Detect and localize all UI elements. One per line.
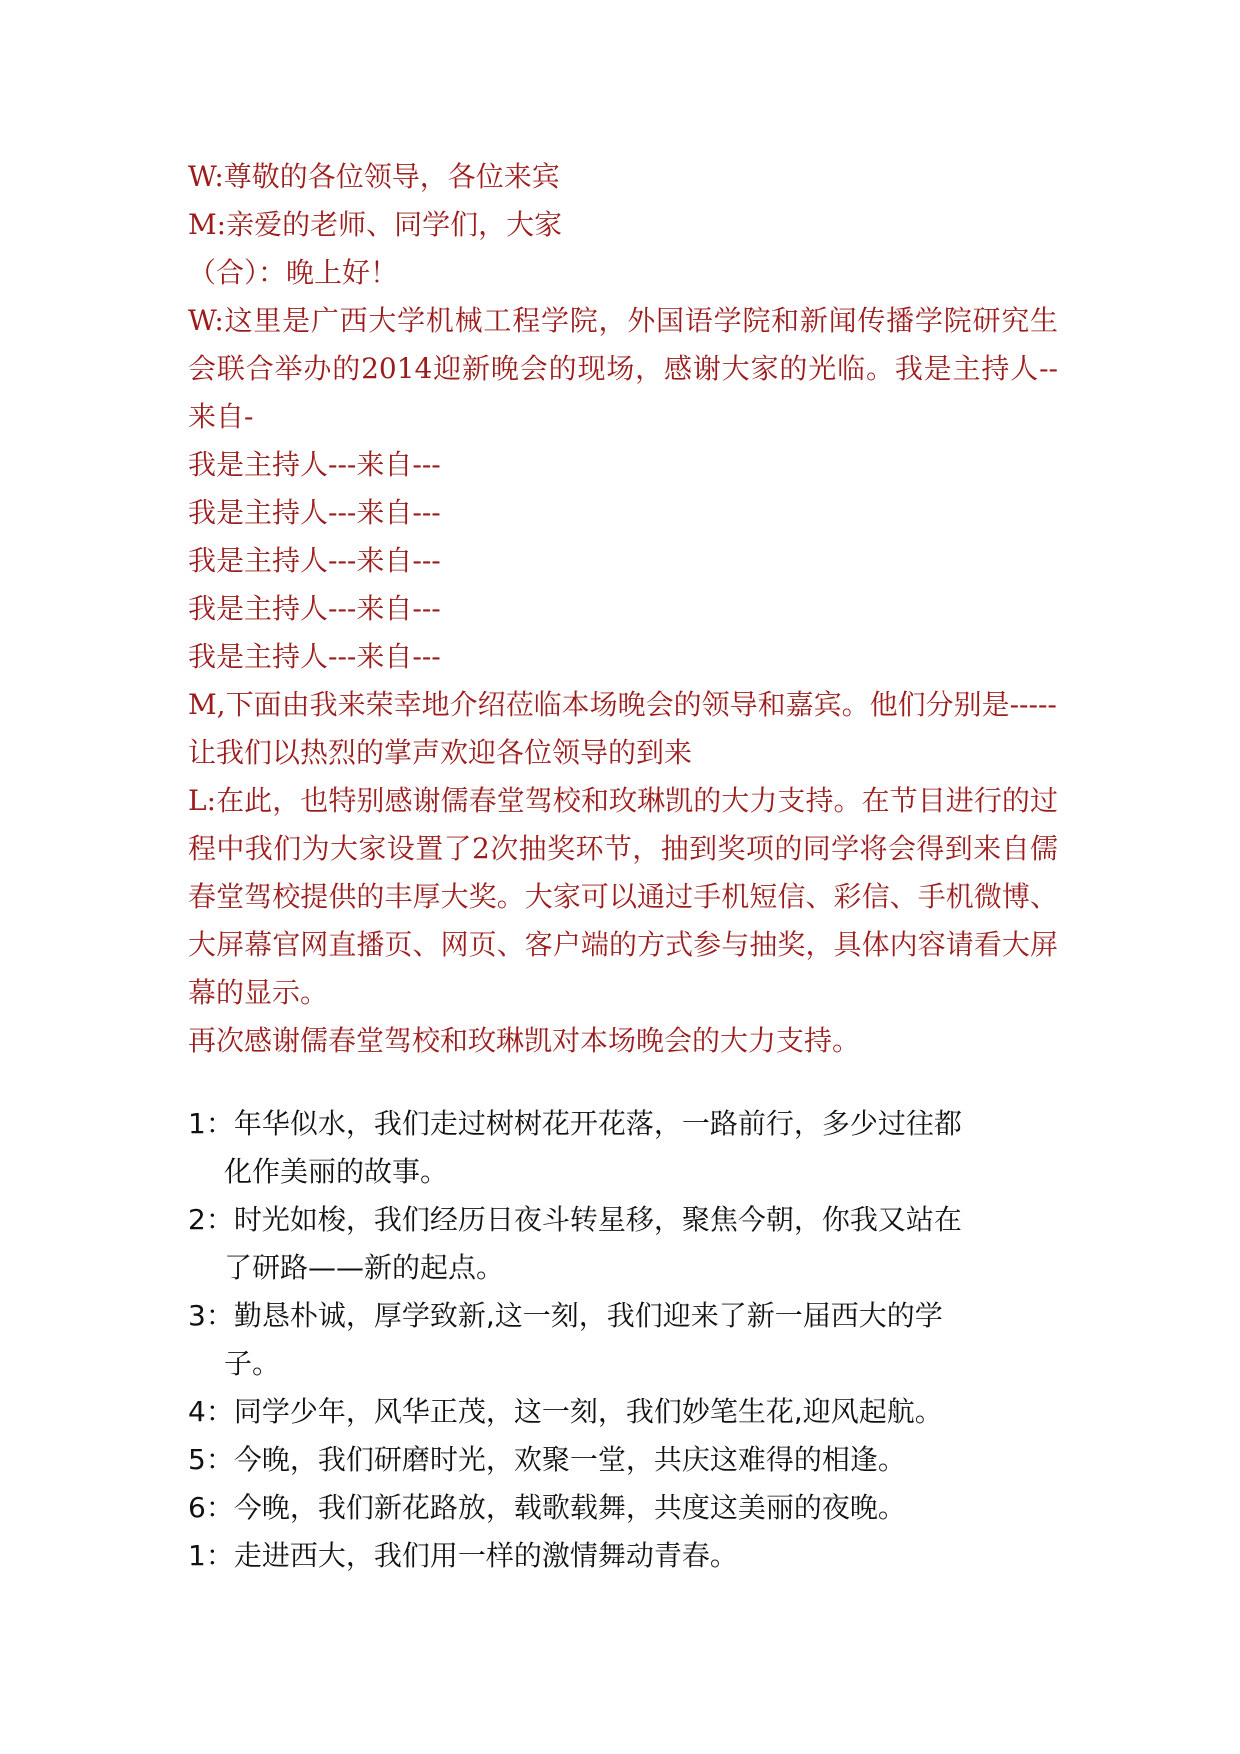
line-text: 勤恳朴诚，厚学致新,这一刻，我们迎来了新一届西大的学 [233, 1299, 943, 1332]
intro-line: W:尊敬的各位领导，各位来宾 [188, 160, 560, 193]
numbered-line [188, 1100, 1058, 1196]
numbered-line [188, 1436, 1058, 1484]
intro-line: 让我们以热烈的掌声欢迎各位领导的到来 [188, 736, 693, 769]
line-number: 2： [188, 1203, 234, 1236]
line-number: 3： [188, 1299, 234, 1332]
line-text: 走进西大，我们用一样的激情舞动青春。 [233, 1539, 738, 1572]
numbered-line [188, 1388, 1058, 1436]
line-continuation: 化作美丽的故事。 [224, 1155, 449, 1188]
intro-paragraph: W:这里是广西大学机械工程学院，外国语学院和新闻传播学院研究生会联合举办的2014迎新晚会的现场，感谢大家的光临。我是主持人--来自- [188, 304, 1058, 433]
line-continuation: 了研路——新的起点。 [224, 1251, 505, 1284]
line-number: 1： [188, 1107, 234, 1140]
numbered-line [188, 1292, 1058, 1388]
line-number: 5： [188, 1443, 234, 1476]
intro-line: M:亲爱的老师、同学们，大家 [188, 208, 563, 241]
intro-line: 我是主持人---来自--- [188, 592, 441, 625]
intro-line: （合）：晚上好！ [188, 256, 399, 289]
line-number: 6： [188, 1491, 234, 1524]
line-number: 1： [188, 1539, 234, 1572]
line-text: 今晚，我们研磨时光，欢聚一堂，共庆这难得的相逢。 [233, 1443, 906, 1476]
intro-line: 我是主持人---来自--- [188, 544, 441, 577]
line-text: 年华似水，我们走过树树花开花落，一路前行，多少过往都 [233, 1107, 962, 1140]
numbered-line [188, 1532, 1058, 1580]
numbered-line [188, 1484, 1058, 1532]
intro-paragraph: M,下面由我来荣幸地介绍莅临本场晚会的领导和嘉宾。他们分别是----- [188, 688, 1057, 721]
intro-line: 我是主持人---来自--- [188, 448, 441, 481]
line-number: 4： [188, 1395, 234, 1428]
line-text: 时光如梭，我们经历日夜斗转星移，聚焦今朝，你我又站在 [233, 1203, 962, 1236]
intro-paragraph: L:在此，也特别感谢儒春堂驾校和玫琳凯的大力支持。在节目进行的过程中我们为大家设置了2次抽奖环节，抽到奖项的同学将会得到来自儒春堂驾校提供的丰厚大奖。大家可以通过手机短信、彩信、手机微博、大屏幕官网直播页、网页、客户端的方式参与抽奖，具体内容请看大屏幕的显示。 [188, 784, 1058, 1009]
intro-line: 我是主持人---来自--- [188, 640, 441, 673]
line-text: 同学少年，风华正茂，这一刻，我们妙笔生花,迎风起航。 [233, 1395, 943, 1428]
intro-section [188, 153, 1058, 1065]
numbered-lines-section [188, 1100, 1058, 1580]
numbered-line [188, 1196, 1058, 1292]
line-text: 今晚，我们新花路放，载歌载舞，共度这美丽的夜晚。 [233, 1491, 906, 1524]
line-continuation: 子。 [224, 1347, 281, 1380]
intro-line: 再次感谢儒春堂驾校和玫琳凯对本场晚会的大力支持。 [188, 1024, 861, 1057]
intro-line: 我是主持人---来自--- [188, 496, 441, 529]
